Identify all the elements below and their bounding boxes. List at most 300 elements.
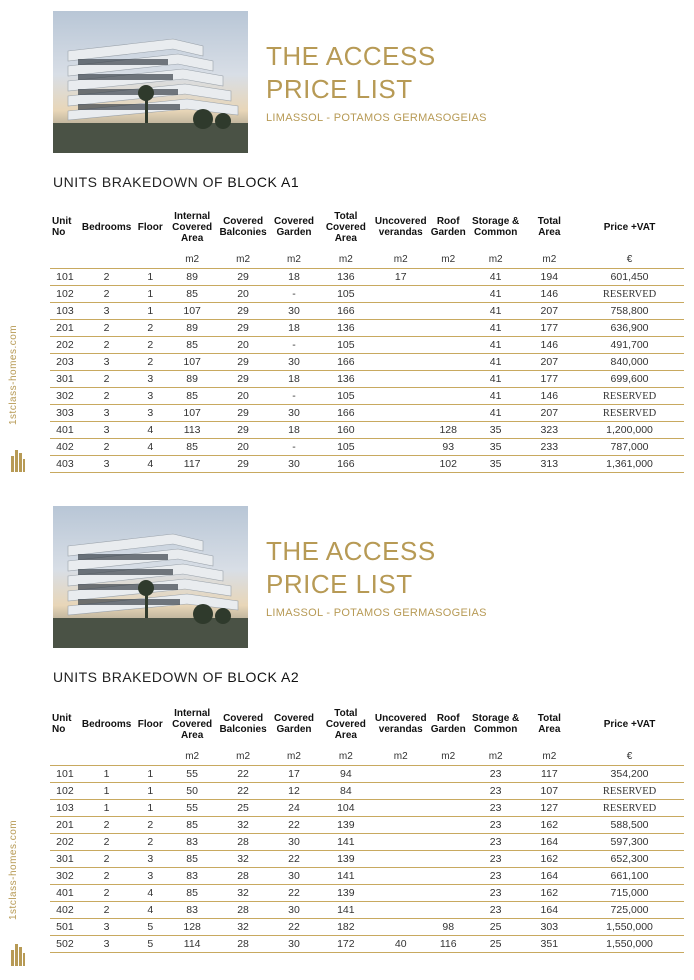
col-floor-cell: 3 bbox=[133, 868, 167, 885]
col-storage-cell: 23 bbox=[468, 851, 524, 868]
col-uncovered-unit: m2 bbox=[373, 747, 429, 766]
col-roof-cell bbox=[429, 371, 468, 388]
col-floor-cell: 1 bbox=[133, 286, 167, 303]
col-total-area-cell: 233 bbox=[524, 439, 576, 456]
col-bedrooms-cell: 2 bbox=[80, 269, 133, 286]
col-roof-cell: 102 bbox=[429, 456, 468, 473]
col-floor-cell: 1 bbox=[133, 783, 167, 800]
col-total-covered-cell: 172 bbox=[319, 936, 373, 953]
col-unit-no-cell: 103 bbox=[50, 303, 80, 320]
col-floor-cell: 1 bbox=[133, 800, 167, 817]
col-bedrooms-cell: 2 bbox=[80, 902, 133, 919]
col-garden-cell: - bbox=[269, 439, 319, 456]
page-title-line2: PRICE LIST bbox=[266, 74, 413, 104]
col-storage-cell: 41 bbox=[468, 286, 524, 303]
col-garden-cell: 22 bbox=[269, 851, 319, 868]
col-garden-cell: 18 bbox=[269, 422, 319, 439]
col-balconies-cell: 28 bbox=[217, 902, 269, 919]
col-price-cell: 661,100 bbox=[575, 868, 684, 885]
col-internal-unit: m2 bbox=[167, 747, 217, 766]
col-total-area-cell: 117 bbox=[524, 766, 576, 783]
col-bedrooms-cell: 1 bbox=[80, 766, 133, 783]
col-storage-cell: 41 bbox=[468, 337, 524, 354]
col-balconies-cell: 29 bbox=[217, 371, 269, 388]
col-roof-cell bbox=[429, 885, 468, 902]
col-garden-unit: m2 bbox=[269, 250, 319, 269]
col-roof-cell: 98 bbox=[429, 919, 468, 936]
col-balconies-cell: 20 bbox=[217, 439, 269, 456]
col-unit-no-cell: 203 bbox=[50, 354, 80, 371]
col-total-covered-cell: 166 bbox=[319, 456, 373, 473]
col-internal-cell: 85 bbox=[167, 286, 217, 303]
col-garden-header: Covered Garden bbox=[273, 713, 314, 735]
col-internal-cell: 55 bbox=[167, 800, 217, 817]
col-unit-no-cell: 303 bbox=[50, 405, 80, 422]
col-price-cell: 1,550,000 bbox=[575, 936, 684, 953]
col-balconies-cell: 32 bbox=[217, 851, 269, 868]
col-storage-cell: 41 bbox=[468, 269, 524, 286]
page-title-line2: PRICE LIST bbox=[266, 569, 413, 599]
col-roof-cell bbox=[429, 817, 468, 834]
col-garden-cell: 18 bbox=[269, 320, 319, 337]
col-garden-cell: - bbox=[269, 388, 319, 405]
col-bedrooms-cell: 2 bbox=[80, 371, 133, 388]
col-roof-cell bbox=[429, 286, 468, 303]
col-uncovered-cell bbox=[373, 337, 429, 354]
col-unit-no-unit bbox=[50, 250, 80, 269]
price-list-section-a2 bbox=[0, 495, 694, 980]
col-bedrooms-cell: 2 bbox=[80, 834, 133, 851]
col-storage-header: Storage & Common bbox=[472, 713, 520, 735]
col-total-covered-cell: 139 bbox=[319, 851, 373, 868]
col-storage-cell: 41 bbox=[468, 303, 524, 320]
col-total-area-cell: 164 bbox=[524, 868, 576, 885]
col-price-cell: 597,300 bbox=[575, 834, 684, 851]
col-price-unit: € bbox=[575, 250, 684, 269]
col-price-cell: 588,500 bbox=[575, 817, 684, 834]
page-title-line1: THE ACCESS bbox=[266, 41, 436, 71]
col-bedrooms-cell: 3 bbox=[80, 405, 133, 422]
col-floor-cell: 4 bbox=[133, 885, 167, 902]
col-uncovered-cell bbox=[373, 834, 429, 851]
col-bedrooms-unit bbox=[80, 747, 133, 766]
col-uncovered-cell bbox=[373, 422, 429, 439]
col-price-cell: 652,300 bbox=[575, 851, 684, 868]
col-roof-cell bbox=[429, 868, 468, 885]
col-roof-header: Roof Garden bbox=[430, 713, 466, 735]
col-uncovered-cell: 17 bbox=[373, 269, 429, 286]
col-floor-cell: 3 bbox=[133, 851, 167, 868]
col-roof-cell: 116 bbox=[429, 936, 468, 953]
col-unit-no-cell: 402 bbox=[50, 902, 80, 919]
table-row bbox=[50, 902, 684, 919]
col-garden-header: Covered Garden bbox=[273, 216, 314, 238]
col-storage-unit: m2 bbox=[468, 250, 524, 269]
col-uncovered-cell bbox=[373, 885, 429, 902]
col-garden-cell: 22 bbox=[269, 817, 319, 834]
col-total-area-cell: 313 bbox=[524, 456, 576, 473]
col-storage-cell: 23 bbox=[468, 834, 524, 851]
col-uncovered-cell bbox=[373, 354, 429, 371]
col-unit-no-cell: 202 bbox=[50, 834, 80, 851]
col-price-cell: RESERVED bbox=[575, 388, 684, 405]
col-uncovered-unit: m2 bbox=[373, 250, 429, 269]
col-internal-cell: 85 bbox=[167, 817, 217, 834]
col-garden-cell: 12 bbox=[269, 783, 319, 800]
col-floor-cell: 3 bbox=[133, 405, 167, 422]
col-roof-cell bbox=[429, 405, 468, 422]
block-heading-name: BLOCK A2 bbox=[227, 669, 300, 685]
col-garden-cell: 30 bbox=[269, 354, 319, 371]
col-bedrooms-cell: 2 bbox=[80, 885, 133, 902]
col-total-covered-cell: 166 bbox=[319, 354, 373, 371]
col-floor-unit bbox=[133, 250, 167, 269]
table-row bbox=[50, 354, 684, 371]
units-table bbox=[50, 701, 684, 953]
col-total-area-cell: 303 bbox=[524, 919, 576, 936]
col-garden-unit: m2 bbox=[269, 747, 319, 766]
col-price-cell: RESERVED bbox=[575, 800, 684, 817]
col-bedrooms-cell: 2 bbox=[80, 320, 133, 337]
col-total-area-cell: 162 bbox=[524, 885, 576, 902]
col-total-area-cell: 194 bbox=[524, 269, 576, 286]
location-subtitle: LIMASSOL - POTAMOS GERMASOGEIAS bbox=[266, 112, 487, 124]
col-total-covered-cell: 105 bbox=[319, 286, 373, 303]
col-unit-no-header: Unit No bbox=[52, 713, 72, 735]
col-price-cell: 491,700 bbox=[575, 337, 684, 354]
col-price-unit: € bbox=[575, 747, 684, 766]
col-garden-cell: - bbox=[269, 337, 319, 354]
col-garden-cell: 30 bbox=[269, 936, 319, 953]
col-storage-cell: 23 bbox=[468, 800, 524, 817]
col-floor-header: Floor bbox=[137, 221, 163, 233]
col-unit-no-cell: 202 bbox=[50, 337, 80, 354]
table-row bbox=[50, 851, 684, 868]
header-row bbox=[50, 204, 684, 250]
col-roof-header: Roof Garden bbox=[430, 216, 466, 238]
col-bedrooms-cell: 2 bbox=[80, 817, 133, 834]
col-internal-cell: 85 bbox=[167, 388, 217, 405]
col-internal-cell: 107 bbox=[167, 303, 217, 320]
block-heading bbox=[53, 669, 299, 685]
col-floor-cell: 3 bbox=[133, 371, 167, 388]
col-total-area-cell: 107 bbox=[524, 783, 576, 800]
col-garden-cell: 30 bbox=[269, 405, 319, 422]
col-balconies-cell: 29 bbox=[217, 320, 269, 337]
col-total-area-cell: 207 bbox=[524, 354, 576, 371]
col-price-cell: 1,200,000 bbox=[575, 422, 684, 439]
col-balconies-cell: 29 bbox=[217, 303, 269, 320]
units-row bbox=[50, 250, 684, 269]
col-internal-unit: m2 bbox=[167, 250, 217, 269]
table-row bbox=[50, 439, 684, 456]
col-storage-cell: 35 bbox=[468, 439, 524, 456]
col-storage-cell: 23 bbox=[468, 868, 524, 885]
side-brand-text: 1stclass-homes.com bbox=[8, 324, 19, 425]
col-balconies-cell: 29 bbox=[217, 422, 269, 439]
col-total-covered-cell: 141 bbox=[319, 902, 373, 919]
col-storage-cell: 41 bbox=[468, 354, 524, 371]
col-floor-cell: 2 bbox=[133, 834, 167, 851]
col-internal-cell: 85 bbox=[167, 851, 217, 868]
col-bedrooms-cell: 2 bbox=[80, 337, 133, 354]
table-row bbox=[50, 800, 684, 817]
col-garden-cell: 30 bbox=[269, 834, 319, 851]
col-balconies-header: Covered Balconies bbox=[219, 713, 267, 735]
col-floor-cell: 1 bbox=[133, 766, 167, 783]
col-unit-no-cell: 501 bbox=[50, 919, 80, 936]
col-roof-cell bbox=[429, 388, 468, 405]
brand-logo-icon bbox=[11, 944, 25, 966]
col-bedrooms-cell: 3 bbox=[80, 422, 133, 439]
col-storage-header: Storage & Common bbox=[472, 216, 520, 238]
building-render-image bbox=[53, 11, 248, 153]
col-garden-cell: 17 bbox=[269, 766, 319, 783]
col-price-cell: 787,000 bbox=[575, 439, 684, 456]
units-table bbox=[50, 204, 684, 473]
col-total-covered-cell: 139 bbox=[319, 817, 373, 834]
col-floor-cell: 2 bbox=[133, 817, 167, 834]
col-garden-cell: 18 bbox=[269, 269, 319, 286]
col-total-area-cell: 162 bbox=[524, 851, 576, 868]
col-bedrooms-cell: 3 bbox=[80, 303, 133, 320]
col-total-covered-cell: 136 bbox=[319, 269, 373, 286]
col-total-area-cell: 162 bbox=[524, 817, 576, 834]
col-internal-cell: 89 bbox=[167, 269, 217, 286]
col-bedrooms-cell: 3 bbox=[80, 919, 133, 936]
col-balconies-cell: 32 bbox=[217, 919, 269, 936]
table-row bbox=[50, 456, 684, 473]
col-storage-unit: m2 bbox=[468, 747, 524, 766]
col-total-area-cell: 127 bbox=[524, 800, 576, 817]
col-price-cell: RESERVED bbox=[575, 405, 684, 422]
col-bedrooms-unit bbox=[80, 250, 133, 269]
col-roof-cell bbox=[429, 766, 468, 783]
col-total-covered-cell: 105 bbox=[319, 439, 373, 456]
col-storage-cell: 23 bbox=[468, 885, 524, 902]
col-storage-cell: 25 bbox=[468, 919, 524, 936]
table-row bbox=[50, 388, 684, 405]
col-uncovered-cell bbox=[373, 766, 429, 783]
col-floor-cell: 4 bbox=[133, 902, 167, 919]
col-price-cell: 1,550,000 bbox=[575, 919, 684, 936]
col-storage-cell: 41 bbox=[468, 371, 524, 388]
table-row bbox=[50, 405, 684, 422]
col-balconies-cell: 29 bbox=[217, 354, 269, 371]
col-unit-no-header: Unit No bbox=[52, 216, 72, 238]
table-row bbox=[50, 885, 684, 902]
block-heading-prefix: UNITS BRAKEDOWN OF bbox=[53, 669, 228, 685]
col-unit-no-unit bbox=[50, 747, 80, 766]
col-price-cell: 715,000 bbox=[575, 885, 684, 902]
col-uncovered-cell bbox=[373, 868, 429, 885]
col-balconies-unit: m2 bbox=[217, 747, 269, 766]
col-bedrooms-cell: 2 bbox=[80, 851, 133, 868]
col-bedrooms-cell: 2 bbox=[80, 868, 133, 885]
col-balconies-cell: 20 bbox=[217, 388, 269, 405]
col-uncovered-cell: 40 bbox=[373, 936, 429, 953]
table-row bbox=[50, 269, 684, 286]
table-row bbox=[50, 303, 684, 320]
col-total-covered-cell: 141 bbox=[319, 834, 373, 851]
col-floor-cell: 4 bbox=[133, 456, 167, 473]
col-floor-cell: 3 bbox=[133, 388, 167, 405]
col-internal-cell: 55 bbox=[167, 766, 217, 783]
col-bedrooms-cell: 3 bbox=[80, 354, 133, 371]
col-total-covered-header: Total Covered Area bbox=[325, 210, 366, 244]
col-price-cell: RESERVED bbox=[575, 783, 684, 800]
col-total-area-cell: 207 bbox=[524, 303, 576, 320]
col-unit-no-cell: 402 bbox=[50, 439, 80, 456]
col-roof-cell bbox=[429, 851, 468, 868]
col-uncovered-cell bbox=[373, 439, 429, 456]
table-row bbox=[50, 320, 684, 337]
col-price-header: Price +VAT bbox=[603, 718, 656, 730]
col-unit-no-cell: 301 bbox=[50, 851, 80, 868]
col-total-covered-unit: m2 bbox=[319, 250, 373, 269]
col-price-cell: 758,800 bbox=[575, 303, 684, 320]
location-subtitle: LIMASSOL - POTAMOS GERMASOGEIAS bbox=[266, 607, 487, 619]
col-internal-header: Internal Covered Area bbox=[172, 210, 213, 244]
col-roof-cell: 128 bbox=[429, 422, 468, 439]
col-bedrooms-cell: 1 bbox=[80, 800, 133, 817]
col-uncovered-cell bbox=[373, 371, 429, 388]
col-total-area-cell: 146 bbox=[524, 388, 576, 405]
col-bedrooms-header: Bedrooms bbox=[81, 718, 132, 730]
col-total-area-cell: 177 bbox=[524, 320, 576, 337]
col-total-area-cell: 164 bbox=[524, 834, 576, 851]
col-internal-cell: 113 bbox=[167, 422, 217, 439]
col-roof-cell bbox=[429, 783, 468, 800]
col-roof-cell bbox=[429, 354, 468, 371]
col-uncovered-header: Uncovered verandas bbox=[374, 713, 427, 735]
table-row bbox=[50, 817, 684, 834]
col-internal-cell: 128 bbox=[167, 919, 217, 936]
col-garden-cell: 30 bbox=[269, 303, 319, 320]
col-balconies-cell: 32 bbox=[217, 885, 269, 902]
col-unit-no-cell: 401 bbox=[50, 885, 80, 902]
col-internal-cell: 85 bbox=[167, 337, 217, 354]
col-unit-no-cell: 301 bbox=[50, 371, 80, 388]
col-balconies-unit: m2 bbox=[217, 250, 269, 269]
col-garden-cell: 30 bbox=[269, 902, 319, 919]
col-roof-cell bbox=[429, 337, 468, 354]
col-roof-unit: m2 bbox=[429, 747, 468, 766]
col-bedrooms-header: Bedrooms bbox=[81, 221, 132, 233]
col-total-covered-cell: 160 bbox=[319, 422, 373, 439]
col-internal-cell: 114 bbox=[167, 936, 217, 953]
col-storage-cell: 35 bbox=[468, 422, 524, 439]
col-storage-cell: 23 bbox=[468, 902, 524, 919]
col-internal-cell: 117 bbox=[167, 456, 217, 473]
col-floor-unit bbox=[133, 747, 167, 766]
header-row bbox=[50, 701, 684, 747]
col-internal-cell: 85 bbox=[167, 885, 217, 902]
col-uncovered-cell bbox=[373, 851, 429, 868]
col-internal-header: Internal Covered Area bbox=[172, 707, 213, 741]
col-storage-cell: 41 bbox=[468, 405, 524, 422]
col-uncovered-cell bbox=[373, 919, 429, 936]
col-bedrooms-cell: 1 bbox=[80, 783, 133, 800]
brand-logo-icon bbox=[11, 450, 25, 472]
col-price-cell: 354,200 bbox=[575, 766, 684, 783]
col-balconies-cell: 29 bbox=[217, 405, 269, 422]
table-row bbox=[50, 936, 684, 953]
col-internal-cell: 83 bbox=[167, 868, 217, 885]
col-garden-cell: 22 bbox=[269, 885, 319, 902]
col-bedrooms-cell: 3 bbox=[80, 936, 133, 953]
col-garden-cell: 24 bbox=[269, 800, 319, 817]
col-total-area-unit: m2 bbox=[524, 250, 576, 269]
col-storage-cell: 41 bbox=[468, 320, 524, 337]
col-total-area-cell: 207 bbox=[524, 405, 576, 422]
col-unit-no-cell: 101 bbox=[50, 269, 80, 286]
col-floor-cell: 2 bbox=[133, 337, 167, 354]
col-internal-cell: 107 bbox=[167, 405, 217, 422]
col-uncovered-cell bbox=[373, 320, 429, 337]
col-roof-cell bbox=[429, 303, 468, 320]
col-internal-cell: 107 bbox=[167, 354, 217, 371]
col-unit-no-cell: 101 bbox=[50, 766, 80, 783]
col-balconies-cell: 20 bbox=[217, 337, 269, 354]
col-roof-cell bbox=[429, 269, 468, 286]
col-floor-cell: 2 bbox=[133, 320, 167, 337]
col-price-header: Price +VAT bbox=[603, 221, 656, 233]
col-total-covered-cell: 104 bbox=[319, 800, 373, 817]
col-internal-cell: 89 bbox=[167, 371, 217, 388]
col-uncovered-cell bbox=[373, 388, 429, 405]
col-total-covered-cell: 182 bbox=[319, 919, 373, 936]
col-garden-cell: 22 bbox=[269, 919, 319, 936]
col-unit-no-cell: 102 bbox=[50, 286, 80, 303]
col-storage-cell: 23 bbox=[468, 817, 524, 834]
table-row bbox=[50, 422, 684, 439]
col-bedrooms-cell: 3 bbox=[80, 456, 133, 473]
col-price-cell: 601,450 bbox=[575, 269, 684, 286]
col-price-cell: 725,000 bbox=[575, 902, 684, 919]
col-unit-no-cell: 302 bbox=[50, 388, 80, 405]
col-floor-header: Floor bbox=[137, 718, 163, 730]
col-internal-cell: 85 bbox=[167, 439, 217, 456]
col-total-covered-cell: 136 bbox=[319, 371, 373, 388]
table-row bbox=[50, 766, 684, 783]
col-garden-cell: 18 bbox=[269, 371, 319, 388]
block-heading-prefix: UNITS BRAKEDOWN OF bbox=[53, 174, 228, 190]
col-uncovered-cell bbox=[373, 286, 429, 303]
col-unit-no-cell: 403 bbox=[50, 456, 80, 473]
col-total-covered-cell: 139 bbox=[319, 885, 373, 902]
col-internal-cell: 83 bbox=[167, 902, 217, 919]
col-floor-cell: 1 bbox=[133, 269, 167, 286]
col-balconies-cell: 22 bbox=[217, 783, 269, 800]
col-total-covered-cell: 141 bbox=[319, 868, 373, 885]
col-balconies-cell: 28 bbox=[217, 936, 269, 953]
col-floor-cell: 5 bbox=[133, 919, 167, 936]
col-floor-cell: 5 bbox=[133, 936, 167, 953]
col-uncovered-cell bbox=[373, 783, 429, 800]
table-row bbox=[50, 868, 684, 885]
col-unit-no-cell: 103 bbox=[50, 800, 80, 817]
col-balconies-cell: 22 bbox=[217, 766, 269, 783]
page-title-line1: THE ACCESS bbox=[266, 536, 436, 566]
table-row bbox=[50, 919, 684, 936]
col-garden-cell: 30 bbox=[269, 868, 319, 885]
col-unit-no-cell: 401 bbox=[50, 422, 80, 439]
col-total-area-cell: 146 bbox=[524, 337, 576, 354]
col-price-cell: RESERVED bbox=[575, 286, 684, 303]
col-uncovered-cell bbox=[373, 303, 429, 320]
col-total-covered-unit: m2 bbox=[319, 747, 373, 766]
